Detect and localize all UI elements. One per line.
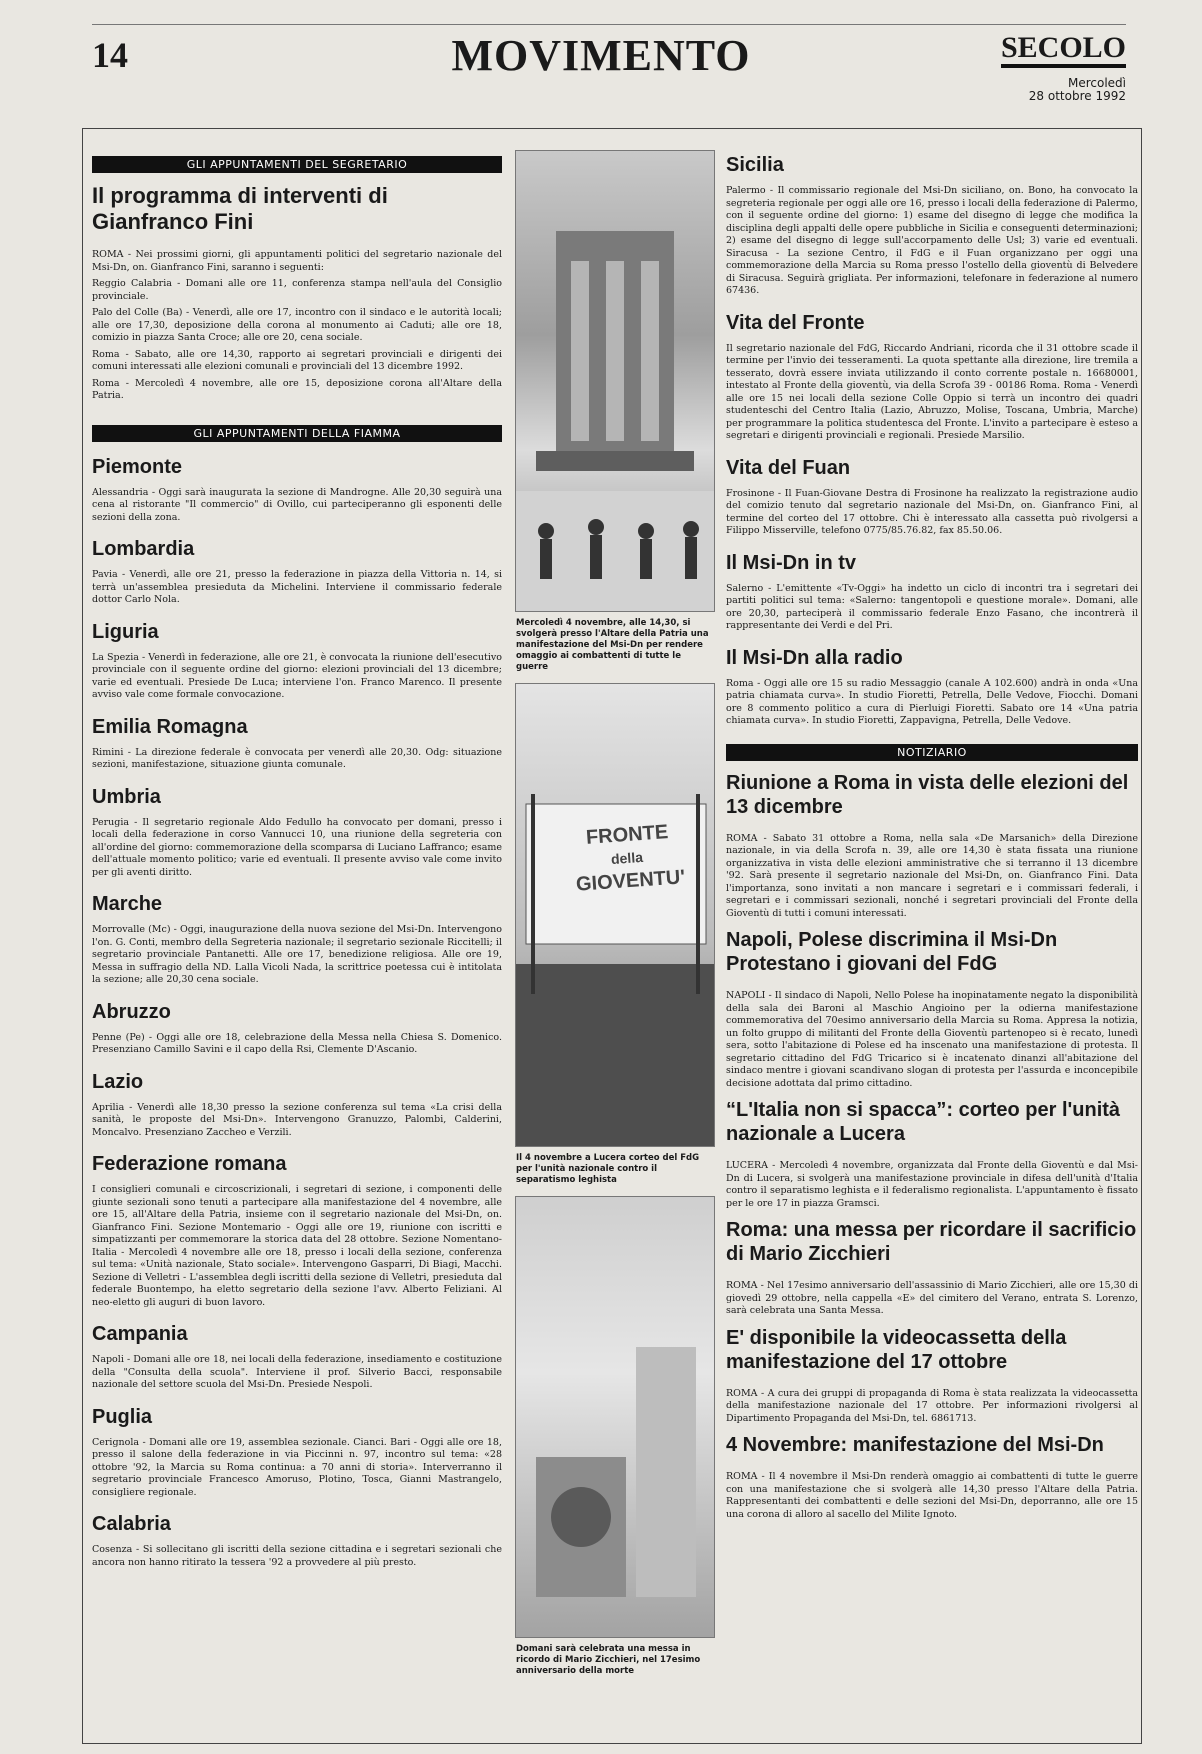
entry: ROMA - Nei prossimi giorni, gli appuntamenti politici del segretario nazionale del Msi-Dn, on. Gianfranco Fini, saranno i seguenti: bbox=[92, 249, 502, 273]
page-number: 14 bbox=[92, 35, 128, 75]
region-text: Penne (Pe) - Oggi alle ore 18, celebrazione della Messa nella Chiesa S. Domenico. Presenziano Camillo Savini e il capo della Rsi, Clemente D'Ascanio. bbox=[92, 1031, 502, 1055]
banner-line: della bbox=[610, 848, 644, 868]
section-heading: Sicilia bbox=[726, 154, 784, 176]
photo-zicchieri-memorial bbox=[515, 1196, 715, 1638]
issue-date: 28 ottobre 1992 bbox=[1028, 89, 1126, 103]
region-heading: Puglia bbox=[92, 1405, 153, 1428]
monument-illustration bbox=[516, 151, 714, 611]
region-text: Aprilia - Venerdì alle 18,30 presso la sezione conferenza sul tema «La crisi della sanità, le proposte del Msi-Dn». Intervengono Granuzzo, Palombi, Calderini, Moncalvo. Presenziano Zaccheo e Verzili. bbox=[92, 1101, 502, 1138]
section-band-fiamma: GLI APPUNTAMENTI DELLA FIAMMA bbox=[92, 425, 502, 442]
section-text: Palermo - Il commissario regionale del Msi-Dn siciliano, on. Bono, ha convocato la segreteria regionale per oggi alle ore 16, presso i locali della federazione di Palermo, con il seguente ordine del giorno: 1) esame del disegno di legge che modifica la disciplina degli appalti delle opere pubbliche in Sicilia e conseguenti determinazioni; 2) esame del disegno di legge sull'accorpamento delle Usl; 3) varie ed eventuali. Siracusa - La sezione Centro, il FdG e il Fuan organizzano per oggi una commemorazione della Marcia su Roma presso l'ostello della gioventù di Belvedere di Siracusa. Seguirà grigliata. Per informazioni, telefonare in federazione al numero 67436. bbox=[726, 185, 1138, 296]
section-heading: Il Msi-Dn in tv bbox=[726, 551, 856, 574]
region-heading: Campania bbox=[92, 1323, 188, 1345]
news-text: ROMA - Nel 17esimo anniversario dell'assassinio di Mario Zicchieri, alle ore 15,30 di giovedì 29 ottobre, nella cappella «E» del cimitero del Verano, entrata S. Lorenzo, sarà celebrata una Santa Messa. bbox=[726, 1280, 1138, 1316]
region-heading: Federazione romana bbox=[92, 1153, 287, 1175]
banner-line: GIOVENTU' bbox=[575, 866, 686, 896]
region-text: Napoli - Domani alle ore 18, nei locali della federazione, insediamento e costituzione della "Consulta della scuola". Interviene il prof. Silverio Bacci, responsabile nazionale del settore scuola del Msi-Dn. Presiede Nespoli. bbox=[92, 1354, 502, 1390]
region-text: I consiglieri comunali e circoscrizionali, i segretari di sezione, i componenti delle giunte sezionali sono tenuti a partecipare alla manifestazione del 4 novembre, alle ore 15, all'Altare della Patria, insieme con il segretario nazionale del Msi-Dn, on. Gianfranco Fini. Sezione Montemario - Oggi alle ore 19, riunione con iscritti e simpatizzanti per commemorare la storica data del 28 ottobre. Sezione Nomentano-Italia - Mercoledì 4 novembre alle ore 18, presso i locali della sezione, conferenza sul tema: «Unità nazionale, Stato sociale». Intervengono Gasparri, Di Biagi, Macchi. Sezione di Velletri - L'assemblea degli iscritti della sezione di Velletri, presieduta dal federale Buontempo, ha eletto segretario della sezione l'avv. Alberto Feliziani. Al neo-eletto gli auguri di buon lavoro. bbox=[92, 1184, 502, 1308]
news-headline: “L'Italia non si spacca”: corteo per l'unità nazionale a Lucera bbox=[726, 1099, 1121, 1145]
section-heading: Vita del Fuan bbox=[726, 456, 851, 479]
news-text: ROMA - Il 4 novembre il Msi-Dn renderà omaggio ai combattenti di tutte le guerre con una manifestazione che si svolgerà alle 14,30 presso l'Altare della Patria. Rappresentanti dei combattenti e delle sezioni del Msi-Dn, deporranno, alle ore 15 una corona di alloro al sacello del Milite Ignoto. bbox=[726, 1471, 1138, 1520]
region-text: Perugia - Il segretario regionale Aldo Fedullo ha convocato per domani, presso i locali della federazione in corso Vannucci 10, una riunione della segreteria con all'ordine del giorno: commemorazione della scomparsa di Luciano Laffranco; esame dell'attuale momento politico; varie ed eventuali. Il presente avviso vale come invito per gli aventi diritto. bbox=[92, 816, 502, 878]
news-headline: Riunione a Roma in vista delle elezioni del 13 dicembre bbox=[726, 771, 1129, 818]
region-heading: Lombardia bbox=[92, 538, 195, 560]
section-band-secretary: GLI APPUNTAMENTI DEL SEGRETARIO bbox=[92, 156, 502, 173]
section-band-notiziario: NOTIZIARIO bbox=[726, 744, 1138, 761]
region-text: Morrovalle (Mc) - Oggi, inaugurazione della nuova sezione del Msi-Dn. Intervengono l'on. G. Conti, membro della Segreteria nazionale; il segretario sezionale Riccitelli; il segretario provinciale Pantanetti. Alle ore 17, benedizione religiosa. Alle ore 19, Messa in suffragio della ND. Lalla Vicoli Nada, la scrittrice poetessa cui è intitolata la sezione; alle 20,30 cena sociale. bbox=[92, 924, 502, 985]
region-text: Cosenza - Si sollecitano gli iscritti della sezione cittadina e i segretari sezionali che ancora non hanno ritirato la tessera '92 a provvedere al più presto. bbox=[92, 1544, 502, 1568]
region-heading: Marche bbox=[92, 893, 163, 915]
region-heading: Piemonte bbox=[92, 455, 183, 478]
entry: Reggio Calabria - Domani alle ore 11, conferenza stampa nell'aula del Consiglio provinciale. bbox=[92, 278, 502, 302]
photo-caption: Il 4 novembre a Lucera corteo del FdG per l'unità nazionale contro il separatismo leghista bbox=[516, 1153, 700, 1185]
news-headline: E' disponibile la videocassetta della manifestazione del 17 ottobre bbox=[726, 1326, 1067, 1373]
top-rule bbox=[92, 24, 1126, 25]
entry: Roma - Mercoledì 4 novembre, alle ore 15, deposizione corona all'Altare della Patria. bbox=[92, 377, 502, 401]
region-text: Pavia - Venerdì, alle ore 21, presso la federazione in piazza della Vittoria n. 14, si terrà un'assemblea presieduta da Michelini. Interviene il commissario federale dottor Carlo Nola. bbox=[92, 569, 502, 605]
entry: Palo del Colle (Ba) - Venerdì, alle ore 17, incontro con il sindaco e le autorità locali; alle ore 17,30, deposizione della corona al monumento ai Caduti; alle ore 18, comizio in piazza Santa Croce; alle ore 20, cena sociale. bbox=[92, 307, 502, 343]
region-text: La Spezia - Venerdì in federazione, alle ore 21, è convocata la riunione dell'esecutivo provinciale con il seguente ordine del giorno: elezioni provinciali del 13 dicembre; varie ed eventuali. Presiede De Luca; interviene l'on. Franco Marenco. Il presente avviso vale come formale convocazione. bbox=[92, 651, 502, 700]
memorial-illustration bbox=[516, 1197, 714, 1637]
region-heading: Abruzzo bbox=[92, 1000, 171, 1023]
banner-line: FRONTE bbox=[585, 821, 669, 849]
section-title: MOVIMENTO bbox=[451, 31, 751, 80]
section-text: Salerno - L'emittente «Tv-Oggi» ha indetto un ciclo di incontri tra i segretari dei partiti politici sul tema: «Salerno: tangentopoli e questione morale». Domani, alle ore 20,30, parteciperà il commissario federale Enzo Fasano, che incontrerà il rappresentante dei Verdi e del Pri. bbox=[726, 582, 1138, 631]
section-heading: Il Msi-Dn alla radio bbox=[726, 646, 903, 669]
paper-logo: SECOLO bbox=[1001, 32, 1126, 68]
secretary-entries bbox=[92, 249, 502, 403]
march-illustration bbox=[516, 684, 714, 1146]
photo-column bbox=[514, 150, 716, 1725]
region-text: Rimini - La direzione federale è convocata per venerdì alle 20,30. Odg: situazione sezioni, manifestazione, situazione giunta comunale. bbox=[92, 746, 502, 770]
left-column bbox=[92, 150, 502, 1725]
masthead bbox=[0, 0, 1202, 120]
news-headline: Roma: una messa per ricordare il sacrificio di Mario Zicchieri bbox=[726, 1219, 1137, 1265]
headline-fini-program: Il programma di interventi di Gianfranco Fini bbox=[92, 183, 388, 234]
photo-caption: Mercoledì 4 novembre, alle 14,30, si svolgerà presso l'Altare della Patria una manifestazione del Msi-Dn per rendere omaggio ai combattenti di tutte le guerre bbox=[516, 618, 709, 672]
region-heading: Emilia Romagna bbox=[92, 715, 248, 738]
region-text: Cerignola - Domani alle ore 19, assemblea sezionale. Cianci. Bari - Oggi alle ore 18, presso il salone della federazione in via Piccinni n. 97, incontro sul tema: «28 ottobre '92, la Marcia su Roma continua: a 70 anni di storia». Interverranno il segretario provinciale Francesco Amoruso, Plotino, Tosca, Gianni Mastrangelo, consigliere regionale. bbox=[92, 1436, 502, 1498]
right-column bbox=[726, 150, 1138, 1725]
news-text: ROMA - Sabato 31 ottobre a Roma, nella sala «De Marsanich» della Direzione nazionale, in via della Scrofa n. 39, alle ore 14,30 è stata fissata una riunione organizzativa in vista delle elezioni amministrative che si terranno il 13 dicembre '92. Sarà presente il segretario nazionale del Msi-Dn, on. Gianfranco Fini. Data l'importanza, sono invitati a non mancare i segretari e i commissari federali, i segretari e i commissari sezionali, nonché i segretari provinciali del Fronte della Gioventù di tutti i comuni interessati. bbox=[726, 832, 1138, 919]
news-headline: 4 Novembre: manifestazione del Msi-Dn bbox=[726, 1434, 1104, 1456]
news-text: ROMA - A cura dei gruppi di propaganda di Roma è stata realizzata la videocassetta della manifestazione nazionale del 17 ottobre. Per informazioni rivolgersi al Dipartimento Propaganda del Msi-Dn, tel. 6861713. bbox=[726, 1387, 1138, 1424]
news-text: NAPOLI - Il sindaco di Napoli, Nello Polese ha inopinatamente negato la disponibilità della sala dei Baroni al Maschio Angioino per la odierna manifestazione commemorativa del 70esimo anniversario della Marcia su Roma. Appresa la notizia, un folto gruppo di militanti del Fronte della Gioventù partenopeo si è recato, lunedì sera, sotto l'abitazione di Polese ed ha inscenato una manifestazione di protesta. Il segretario cittadino del FdG Tricarico si è incatenato dinanzi all'abitazione del sindaco mentre i giovani scandivano slogan di protesta per l'assurda e inconcepibile decisione adottata dal primo cittadino. bbox=[726, 990, 1138, 1089]
region-heading: Lazio bbox=[92, 1070, 144, 1093]
issue-day: Mercoledì bbox=[1067, 76, 1126, 90]
entry: Roma - Sabato, alle ore 14,30, rapporto ai segretari provinciali e dirigenti dei comuni interessati alle elezioni comunali e provinciali del 13 dicembre 1992. bbox=[92, 348, 502, 372]
photo-caption: Domani sarà celebrata una messa in ricordo di Mario Zicchieri, nel 17esimo anniversario della morte bbox=[516, 1644, 701, 1676]
news-headline: Napoli, Polese discrimina il Msi-Dn Protestano i giovani del FdG bbox=[726, 929, 1058, 975]
region-heading: Liguria bbox=[92, 620, 159, 643]
region-text: Alessandria - Oggi sarà inaugurata la sezione di Mandrogne. Alle 20,30 seguirà una cena al ristorante "Il commercio" di Ovillo, cui parteciperanno gli esponenti delle sezioni della zona. bbox=[92, 486, 502, 523]
section-heading: Vita del Fronte bbox=[726, 311, 865, 334]
photo-fronte-gioventu-march bbox=[515, 683, 715, 1147]
news-text: LUCERA - Mercoledì 4 novembre, organizzata dal Fronte della Gioventù e dal Msi-Dn di Lucera, si svolgerà una manifestazione provinciale in difesa dell'unità d'Italia contro il separatismo leghista e il federalismo regionalista. L'appuntamento è fissato per le ore 17 in piazza Gramsci. bbox=[726, 1160, 1138, 1209]
photo-altare-della-patria bbox=[515, 150, 715, 612]
section-text: Roma - Oggi alle ore 15 su radio Messaggio (canale A 102.600) andrà in onda «Una patria chiamata curva». In studio Fioretti, Petrella, Delle Vedove, Fiocchi. Domani ore 8 commento politico a cura di Pierluigi Fioretti. Sabato ore 14 «Una patria chiamata curva». In studio Fioretti, Zappavigna, Petrella, Delle Vedove. bbox=[726, 677, 1138, 726]
region-heading: Calabria bbox=[92, 1513, 171, 1535]
section-text: Frosinone - Il Fuan-Giovane Destra di Frosinone ha realizzato la registrazione audio del comizio tenuto dal segretario nazionale del Msi-Dn, on. Gianfranco Fini, al termine del corteo del 17 ottobre. Chi è interessato alla cassetta può rivolgersi a Filippo Misserville, telefono 0775/85.76.82, fax 85.50.06. bbox=[726, 487, 1138, 536]
section-text: Il segretario nazionale del FdG, Riccardo Andriani, ricorda che il 31 ottobre scade il termine per l'invio dei tesseramenti. La quota spettante alla direzione, lire tremila a tesserato, dovrà essere inviata utilizzando il conto corrente postale n. 16680001, intestato al Fronte della gioventù, via della Scrofa 39 - 00186 Roma. Roma - Venerdì alle ore 15 nei locali della sezione Colle Oppio si terrà un incontro dei quadri studenteschi del Centro Italia (Lazio, Abruzzo, Molise, Toscana, Umbria, Marche) per programmare la politica studentesca del Fronte. L'invito a partecipare è esteso a segretari e dirigenti provinciali e regionali. Presiede Marsilio. bbox=[726, 342, 1138, 441]
region-heading: Umbria bbox=[92, 785, 161, 808]
